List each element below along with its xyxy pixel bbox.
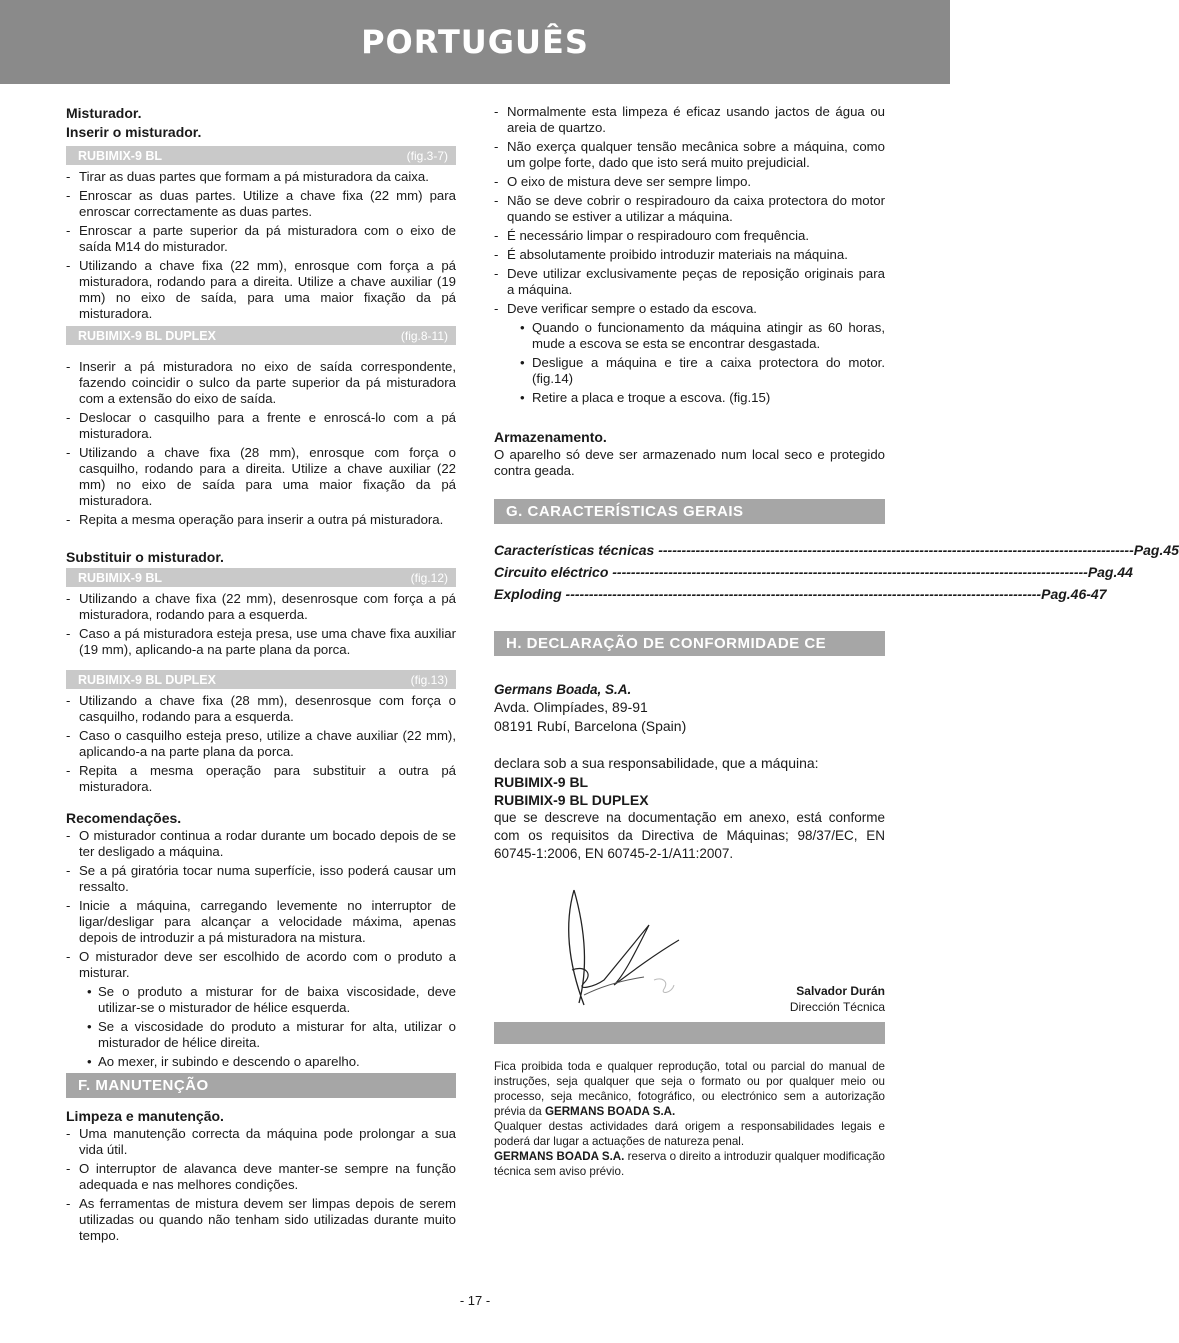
insert-heading: Inserir o misturador. — [66, 124, 202, 140]
model-bar-bl — [66, 146, 456, 165]
list-item: - Enroscar a parte superior da pá misturadora com o eixo de saída M14 do misturador. — [66, 223, 456, 255]
reference-label: Características técnicas — [494, 542, 655, 558]
mixer-heading: Misturador. — [66, 105, 142, 121]
list-item: - Inicie a máquina, carregando levemente no interruptor de ligar/desligar para alcançar a velocidade máxima, apenas depois de introduzir a pá misturadora na mistura. — [66, 898, 456, 946]
legal-text-1: Fica proibida toda e qualquer reprodução, total ou parcial do manual de instruções, seja qualquer que seja o formato ou por qualquer meio ou processo, seja mecânico, fotográfico, ou electrónico sem a autorização prévia da — [494, 1060, 885, 1118]
list-item: • Se a viscosidade do produto a misturar for alta, utilizar o misturador de hélice direita. — [76, 1019, 456, 1051]
list-item: - Utilizando a chave fixa (22 mm), enrosque com força a pá misturadora, rodando para a direita. Utilize a chave auxiliar (19 mm) no eixo de saída, para uma maior fixação da pá misturadora. — [66, 258, 456, 322]
list-item: - Utilizando a chave fixa (28 mm), desenrosque com força o casquilho, rodando para a esquerda. — [66, 693, 456, 725]
section-f-title: F. MANUTENÇÃO — [78, 1076, 209, 1094]
machine-model-1: RUBIMIX-9 BL — [494, 774, 589, 790]
reference-page: Pag.45 — [1133, 542, 1179, 558]
list-item: • Se o produto a misturar for de baixa viscosidade, deve utilizar-se o misturador de hélice esquerda. — [76, 984, 456, 1016]
list-item: - O eixo de mistura deve ser sempre limpo. — [494, 174, 885, 190]
reference-row — [494, 561, 1133, 583]
cleaning-list — [66, 1126, 456, 1244]
list-item: - O misturador continua a rodar durante um bocado depois de se ter desligado a máquina. — [66, 828, 456, 860]
legal-company-2: GERMANS BOADA S.A. — [494, 1150, 625, 1163]
figure-ref: (fig.8-11) — [400, 328, 448, 343]
right-column — [494, 104, 1179, 1179]
model-bar-duplex — [66, 326, 456, 345]
list-item: - O interruptor de alavanca deve manter-se sempre na função adequada e nas melhores condições. — [66, 1161, 456, 1193]
model-name: RUBIMIX-9 BL — [78, 148, 163, 163]
leader-dashes: ------------------------------------------------------------------------------------------------------ — [561, 586, 1042, 602]
signer-title: Dirección Técnica — [789, 1000, 885, 1014]
leader-dashes: ------------------------------------------------------------------------------------------------------ — [654, 542, 1134, 558]
list-item: - Uma manutenção correcta da máquina pode prolongar a sua vida útil. — [66, 1126, 456, 1158]
storage-heading: Armazenamento. — [494, 429, 607, 445]
list-item: - Tirar as duas partes que formam a pá misturadora da caixa. — [66, 169, 456, 185]
list-item: - Normalmente esta limpeza é eficaz usando jactos de água ou areia de quartzo. — [494, 104, 885, 136]
leader-dashes: ------------------------------------------------------------------------------------------------------ — [608, 564, 1088, 580]
list-item: • Ao mexer, ir subindo e descendo o aparelho. — [76, 1054, 456, 1070]
replace-heading: Substituir o misturador. — [66, 549, 224, 565]
reference-row — [494, 539, 1179, 561]
reference-page: Pag.44 — [1087, 564, 1133, 580]
left-column — [66, 104, 456, 1247]
recommendations-bullets — [66, 984, 456, 1070]
signature-area — [494, 885, 885, 1015]
figure-ref: (fig.13) — [410, 672, 448, 687]
conformity-text: que se descreve na documentação em anexo, está conforme com os requisitos da Directiva de Máquinas; 98/37/EC, EN 60745-1:2006, EN 60745-2-1/A11:2007. — [494, 810, 885, 861]
list-item: - Deve utilizar exclusivamente peças de reposição originais para a máquina. — [494, 266, 885, 298]
list-item: - Inserir a pá misturadora no eixo de saída correspondente, fazendo coincidir o sulco da parte superior da pá misturadora com a extensão do eixo de saída. — [66, 359, 456, 407]
list-item: • Desligue a máquina e tire a caixa protectora do motor. (fig.14) — [494, 355, 885, 387]
list-item: - As ferramentas de mistura devem ser limpas depois de serem utilizadas ou quando não tenham sido utilizadas durante muito tempo. — [66, 1196, 456, 1244]
reference-row — [494, 583, 1107, 605]
address-line-2: 08191 Rubí, Barcelona (Spain) — [494, 718, 687, 734]
language-title: PORTUGUÊS — [361, 23, 589, 61]
section-g-bar — [494, 499, 885, 524]
reference-list — [494, 539, 1179, 605]
grey-divider-bar — [494, 1022, 885, 1044]
legal-text-2: Qualquer destas actividades dará origem a responsabilidades legais e poderá dar lugar a actuações de natureza penal. — [494, 1120, 885, 1148]
list-item: - É necessário limpar o respiradouro com frequência. — [494, 228, 885, 244]
reference-label: Circuito eléctrico — [494, 564, 609, 580]
cleaning-heading: Limpeza e manutenção. — [66, 1108, 224, 1124]
list-item: - Deslocar o casquilho para a frente e enroscá-lo com a pá misturadora. — [66, 410, 456, 442]
section-f-bar — [66, 1073, 456, 1098]
list-item: - Deve verificar sempre o estado da escova. — [494, 301, 885, 317]
figure-ref: (fig.3-7) — [406, 148, 448, 163]
legal-text-3: reserva o direito a introduzir qualquer modificação técnica sem aviso prévio. — [494, 1150, 885, 1178]
recommendations-heading: Recomendações. — [66, 810, 182, 826]
list-item: • Quando o funcionamento da máquina atingir as 60 horas, mude a escova se esta se encontrar desgastada. — [494, 320, 885, 352]
model-name: RUBIMIX-9 BL DUPLEX — [78, 328, 216, 343]
reference-label: Exploding — [494, 586, 562, 602]
maintenance-list — [494, 104, 885, 317]
list-item: - Caso o casquilho esteja preso, utilize a chave auxiliar (22 mm), aplicando-a na parte plana da porca. — [66, 728, 456, 760]
declaration-text: declara sob a sua responsabilidade, que a máquina: — [494, 755, 819, 771]
list-item: - Utilizando a chave fixa (22 mm), desenrosque com força a pá misturadora, rodando para a esquerda. — [66, 591, 456, 623]
list-item: - Caso a pá misturadora esteja presa, use uma chave fixa auxiliar (19 mm), aplicando-a na parte plana da porca. — [66, 626, 456, 658]
section-h-title: H. DECLARAÇÃO DE CONFORMIDADE CE — [506, 634, 827, 652]
model-name: RUBIMIX-9 BL DUPLEX — [78, 672, 216, 687]
page-number: - 17 - — [459, 1293, 491, 1308]
reference-page: Pag.46-47 — [1041, 586, 1107, 602]
list-item: - Enroscar as duas partes. Utilize a chave fixa (22 mm) para enroscar correctamente as duas partes. — [66, 188, 456, 220]
insert-duplex-list — [66, 359, 456, 528]
section-g-title: G. CARACTERÍSTICAS GERAIS — [506, 502, 744, 520]
replace-duplex-list — [66, 693, 456, 795]
address-line-1: Avda. Olimpíades, 89-91 — [494, 699, 648, 715]
figure-ref: (fig.12) — [410, 570, 448, 585]
insert-bl-list — [66, 169, 456, 322]
section-h-bar — [494, 631, 885, 656]
list-item: - Não se deve cobrir o respiradouro da caixa protectora do motor quando se estiver a utilizar a máquina. — [494, 193, 885, 225]
language-banner — [0, 0, 950, 84]
signer-block — [790, 983, 885, 1015]
model-bar-duplex-replace — [66, 670, 456, 689]
company-name: Germans Boada, S.A. — [494, 682, 632, 697]
list-item: - Repita a mesma operação para inserir a outra pá misturadora. — [66, 512, 456, 528]
legal-notice — [494, 1059, 885, 1179]
brush-bullets — [494, 320, 885, 406]
recommendations-list — [66, 828, 456, 981]
list-item: - É absolutamente proibido introduzir materiais na máquina. — [494, 247, 885, 263]
list-item: - Utilizando a chave fixa (28 mm), enrosque com força o casquilho, rodando para a direita. Utilize a chave auxiliar (22 mm) no eixo de saída para uma maior fixação da pá misturadora. — [66, 445, 456, 509]
model-bar-bl-replace — [66, 568, 456, 587]
replace-bl-list — [66, 591, 456, 658]
signer-name: Salvador Durán — [796, 984, 885, 998]
list-item: - Se a pá giratória tocar numa superfície, isso poderá causar um ressalto. — [66, 863, 456, 895]
list-item: - Não exerça qualquer tensão mecânica sobre a máquina, como um golpe forte, dado que isto será muito prejudicial. — [494, 139, 885, 171]
machine-model-2: RUBIMIX-9 BL DUPLEX — [494, 792, 649, 808]
model-name: RUBIMIX-9 BL — [78, 570, 163, 585]
list-item: - Repita a mesma operação para substituir a outra pá misturadora. — [66, 763, 456, 795]
declaration — [494, 682, 885, 863]
signature-image — [554, 885, 734, 1015]
list-item: - O misturador deve ser escolhido de acordo com o produto a misturar. — [66, 949, 456, 981]
list-item: • Retire a placa e troque a escova. (fig.15) — [494, 390, 885, 406]
storage-text: O aparelho só deve ser armazenado num local seco e protegido contra geada. — [494, 447, 885, 478]
legal-company-1: GERMANS BOADA S.A. — [544, 1105, 676, 1118]
